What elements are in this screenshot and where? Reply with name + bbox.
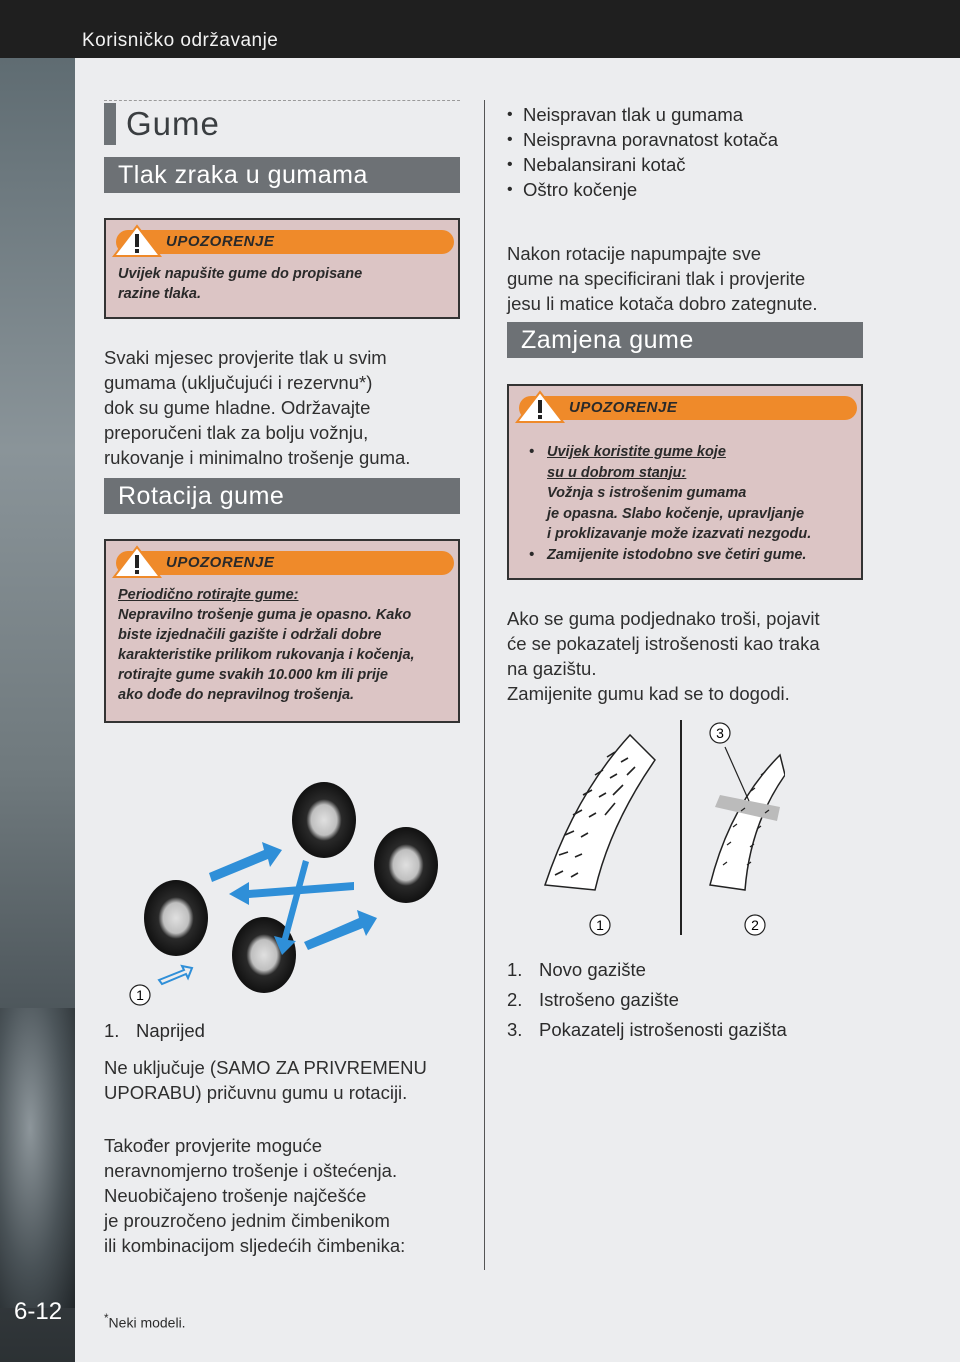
callout-number: 1 [136,987,144,1003]
text-line: dok su gume hladne. Održavajte [104,397,371,418]
warning-icon [515,390,565,426]
heading-tire-rotation: Rotacija gume [104,478,460,514]
text-line: gume na specificirani tlak i provjerite [507,268,806,289]
column-divider [484,100,485,1270]
text-line: UPORABU) pričuvnu gumu u rotaciji. [104,1082,408,1103]
footnote-text: Neki modeli. [108,1314,186,1331]
warning-box-rotation [104,539,460,723]
text-line: Svaki mjesec provjerite tlak u svim [104,347,387,368]
text-line: Nakon rotacije napumpajte sve [507,243,762,264]
arrow-icon [274,860,309,955]
list-item [104,1016,205,1046]
warning-icon [112,224,162,260]
warning-text [529,442,851,565]
heading-tire-replacement: Zamjena gume [507,322,863,358]
legend-list-right [507,955,787,1045]
warning-icon [112,545,162,581]
warning-bullet: • Zamijenite istodobno sve četiri gume. [529,545,851,566]
side-strip [0,58,75,1362]
warning-label: UPOZORENJE [569,399,678,416]
forward-arrow-icon [159,966,192,984]
tire-rotation-illustration [104,770,464,1015]
paragraph-spare [104,1055,464,1105]
callout-leader [725,747,749,801]
heading-tire-pressure: Tlak zraka u gumama [104,157,460,193]
warning-text [118,585,448,705]
car-photo [0,1008,75,1308]
section-heading [104,103,220,145]
tread-wear-illustration [535,715,785,945]
page-number: 6-12 [14,1298,63,1325]
header-title: Korisničko održavanje [82,30,279,51]
arrow-icon [304,910,377,950]
text-line: Ne uključuje (SAMO ZA PRIVREMENU [104,1057,427,1078]
text-line: Ako se guma podjednako troši, pojavit [507,608,820,629]
paragraph-pressure [104,345,464,470]
bullet-item: • Neispravan tlak u gumama [505,102,778,127]
warning-label-bar [116,230,454,254]
callout-number: 2 [751,917,759,933]
list-text: Novo gazište [539,959,646,980]
warning-line: rotirajte gume svakih 10.000 km ili prije [118,667,388,683]
text-line: ili kombinacijom sljedećih čimbenika: [104,1235,406,1256]
text-line: Zamijenite gumu kad se to dogodi. [507,683,790,704]
warning-box-replacement [507,384,863,580]
warning-line: ako dođe do nepravilnog trošenja. [118,687,355,703]
paragraph-wear [104,1133,464,1258]
bullet-item: • Nebalansirani kotač [505,152,778,177]
separator-line [680,720,682,935]
warning-line: Uvijek napušite gume do propisane [118,266,363,282]
text-line: preporučeni tlak za bolju vožnju, [104,422,369,443]
warning-bullet: • Uvijek koristite gume koje su u dobrom stanju: Vožnja s istrošenim gumama je opasna. Slabo kočenje, upravljanje i proklizavanje može izazvati nezgodu. [529,442,851,545]
warning-line: Zamijenite istodobno sve četiri gume. [547,546,807,563]
bullet-item: • Neispravna poravnatost kotača [505,127,778,152]
warning-label: UPOZORENJE [166,554,275,571]
footnote: *Neki modeli. [104,1312,186,1331]
list-number: 1. [507,959,523,980]
list-item [507,985,787,1015]
text-line: jesu li matice kotača dobro zategnute. [507,293,818,314]
warning-line: karakteristike prilikom rukovanja i kočenja, [118,647,415,663]
warning-line: i proklizavanje može izazvati nezgodu. [547,526,812,542]
tire-icon [292,782,356,858]
list-text: Istrošeno gazište [539,989,679,1010]
list-item [507,1015,787,1045]
callout-number: 1 [596,917,604,933]
text-line: na gazištu. [507,658,597,679]
factor-list [505,102,778,202]
paragraph-after-rotation [507,241,867,316]
warning-text [118,264,448,304]
bullet-item: • Oštro kočenje [505,177,778,202]
warning-line: Vožnja s istrošenim gumama [547,485,747,501]
warning-line: razine tlaka. [118,286,202,302]
section-title: Gume [126,105,220,142]
list-text: Pokazatelj istrošenosti gazišta [539,1019,787,1040]
text-line: je prouzročeno jednim čimbenikom [104,1210,390,1231]
list-item [507,955,787,985]
new-tread-icon [545,735,655,890]
list-number: 2. [507,989,523,1010]
arrow-icon [229,882,354,905]
list-text: Naprijed [136,1020,205,1041]
text-line: rukovanje i minimalno trošenje guma. [104,447,411,468]
legend-list-left [104,1016,205,1046]
warning-head: Uvijek koristite gume koje [547,444,726,460]
dotted-rule [104,100,460,101]
paragraph-wear-indicator [507,606,867,706]
warning-head: su u dobrom stanju: [547,464,687,481]
list-number: 1. [104,1020,120,1041]
text-line: neravnomjerno trošenje i oštećenja. [104,1160,398,1181]
warning-line: biste izjednačili gazište i održali dobre [118,627,382,643]
header-bar [0,0,960,58]
text-line: Neuobičajeno trošenje najčešće [104,1185,367,1206]
callout-number: 3 [716,725,724,741]
text-line: će se pokazatelj istrošenosti kao traka [507,633,820,654]
warning-head: Periodično rotirajte gume: [118,587,299,603]
heading-bar [104,103,116,145]
warning-label: UPOZORENJE [166,233,275,250]
warning-box-pressure [104,218,460,319]
text-line: Također provjerite moguće [104,1135,322,1156]
list-number: 3. [507,1019,523,1040]
text-line: gumama (uključujući i rezervnu*) [104,372,373,393]
warning-label-bar [519,396,857,420]
warning-label-bar [116,551,454,575]
tire-icon [374,827,438,903]
warning-line: je opasna. Slabo kočenje, upravljanje [547,505,805,522]
worn-tread-icon [710,755,785,890]
tire-icon [144,880,208,956]
warning-line: Nepravilno trošenje guma je opasno. Kako [118,607,412,623]
arrow-icon [209,842,282,882]
